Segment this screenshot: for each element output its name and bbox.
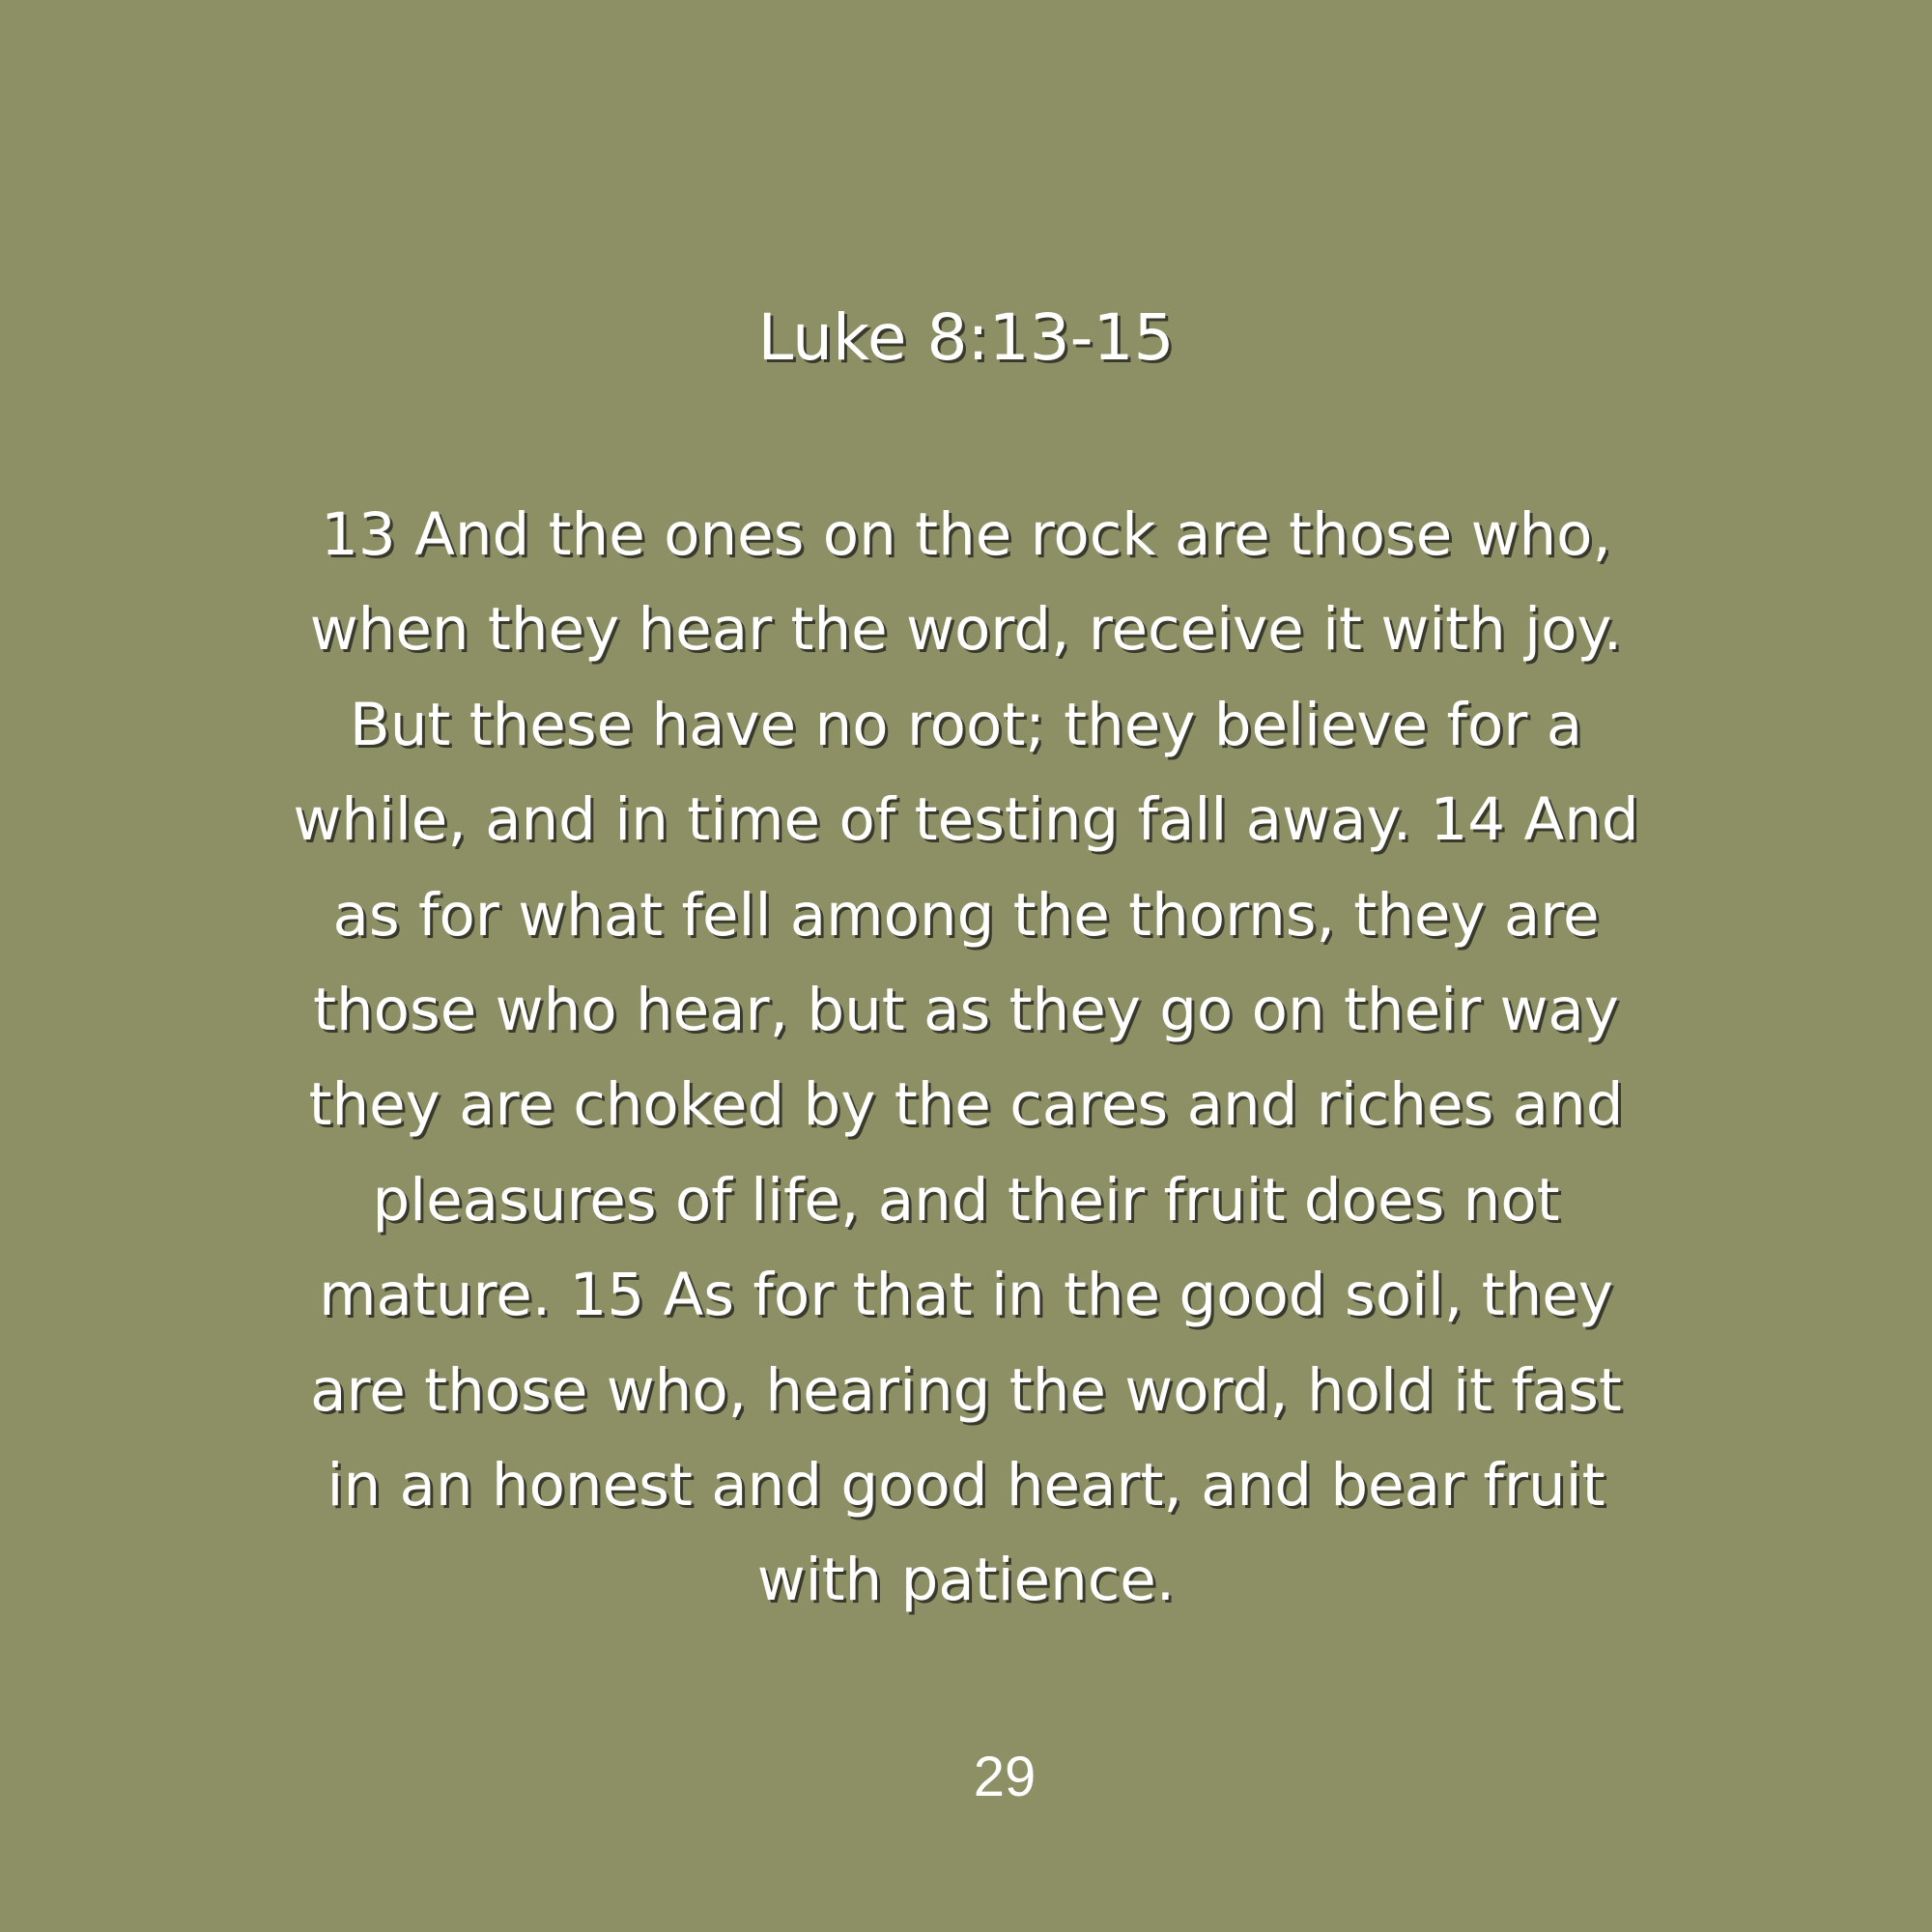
- passage-line: are those who, hearing the word, hold it fast: [310, 1355, 1622, 1425]
- passage-line: 13 And the ones on the rock are those who,: [321, 500, 1611, 569]
- page-number: 29: [973, 1746, 1037, 1808]
- passage-line: But these have no root; they believe for a: [349, 690, 1583, 759]
- passage-line: those who hear, but as they go on their way: [313, 975, 1619, 1044]
- passage-line: in an honest and good heart, and bear fruit: [327, 1450, 1605, 1520]
- passage-line: as for what fell among the thorns, they are: [332, 880, 1600, 950]
- passage-line: with patience.: [756, 1546, 1176, 1615]
- passage-line: they are choked by the cares and riches and: [308, 1070, 1624, 1140]
- scripture-reference: Luke 8:13-15: [757, 300, 1175, 375]
- passage-line: while, and in time of testing fall away. 14 And: [293, 785, 1639, 855]
- scripture-passage: [222, 488, 1710, 1618]
- passage-line: when they hear the word, receive it with joy.: [309, 595, 1623, 665]
- passage-line: pleasures of life, and their fruit does not: [372, 1165, 1560, 1235]
- passage-line: mature. 15 As for that in the good soil, they: [319, 1261, 1613, 1330]
